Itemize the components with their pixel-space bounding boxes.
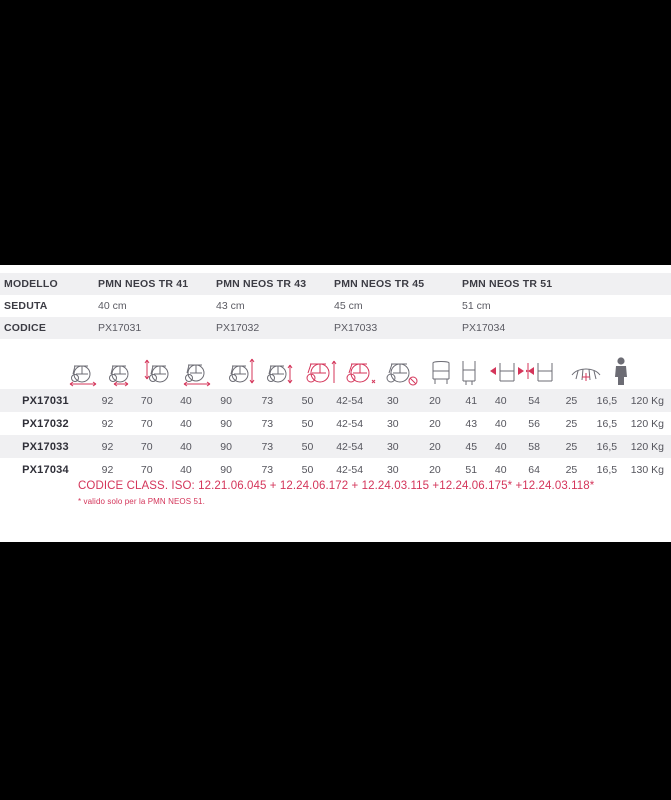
cell-value: 40 [486,435,516,458]
iso-classification-line: CODICE CLASS. ISO: 12.21.06.045 + 12.24.06.172 + 12.24.03.115 +12.24.06.175* +12.24.03.118* [78,480,595,492]
cell-value: 92 [88,435,127,458]
cell-value: 42-54 [327,412,372,435]
cell-value: 56 [516,412,553,435]
cell-value: 40 [166,435,205,458]
code-43: PX17032 [210,317,328,339]
cell-value: 25 [553,389,590,412]
cell-value: 40 [486,458,516,481]
cell-value: 50 [288,389,327,412]
cell-value: 120 Kg [624,389,671,412]
cell-value: 90 [206,389,247,412]
cell-value: 42-54 [327,458,372,481]
cell-value: 50 [288,412,327,435]
spec-row-label: CODICE [0,317,92,339]
cell-value: 73 [247,435,288,458]
cell-value: 25 [553,458,590,481]
cell-value: 40 [166,412,205,435]
depth-arrows-icon [526,353,560,387]
wheelchair-rear-wheel-icon [384,353,420,387]
spec-filler-cell [602,317,671,339]
cell-value: 42-54 [327,435,372,458]
cell-value: 16,5 [590,458,624,481]
table-row [0,412,671,435]
cell-value: 50 [288,458,327,481]
code-45: PX17033 [328,317,456,339]
cell-value: 43 [456,412,486,435]
cell-value: 50 [288,435,327,458]
cell-value: 40 [486,412,516,435]
cell-value: 30 [372,435,413,458]
seat-side-view-icon [456,353,482,387]
seat-width-41: 40 cm [92,295,210,317]
cell-value: 20 [413,389,456,412]
cell-value: 30 [372,389,413,412]
width-arrows-icon [490,353,524,387]
seat-width-51: 51 cm [456,295,602,317]
row-code: PX17031 [0,389,88,412]
cell-value: 41 [456,389,486,412]
row-code: PX17032 [0,412,88,435]
table-row [0,389,671,412]
max-user-weight-icon [608,353,634,387]
cell-value: 64 [516,458,553,481]
cell-value: 54 [516,389,553,412]
weight-feather-icon [570,353,602,387]
dimensions-data-table [0,389,671,481]
wheelchair-folded-width-icon [344,353,378,387]
seat-width-45: 45 cm [328,295,456,317]
code-51: PX17034 [456,317,602,339]
cell-value: 92 [88,458,127,481]
code-41: PX17031 [92,317,210,339]
cell-value: 42-54 [327,389,372,412]
table-row [0,273,671,295]
row-code: PX17034 [0,458,88,481]
cell-value: 20 [413,435,456,458]
cell-value: 92 [88,389,127,412]
model-name-45: PMN NEOS TR 45 [328,273,456,295]
model-name-41: PMN NEOS TR 41 [92,273,210,295]
cell-value: 40 [486,389,516,412]
wheelchair-seat-depth-icon [142,353,176,387]
wheelchair-backrest-height-icon [222,353,256,387]
wheelchair-total-length-icon [180,353,214,387]
table-row [0,458,671,481]
cell-value: 20 [413,458,456,481]
cell-value: 16,5 [590,389,624,412]
spec-row-label: SEDUTA [0,295,92,317]
cell-value: 90 [206,412,247,435]
cell-value: 73 [247,412,288,435]
cell-value: 73 [247,389,288,412]
cell-value: 73 [247,458,288,481]
spec-filler-cell [602,295,671,317]
model-name-51: PMN NEOS TR 51 [456,273,602,295]
cell-value: 70 [127,412,166,435]
cell-value: 30 [372,412,413,435]
cell-value: 40 [166,458,205,481]
cell-value: 70 [127,389,166,412]
table-row [0,317,671,339]
table-row [0,295,671,317]
wheelchair-seat-width-icon [104,353,138,387]
cell-value: 90 [206,458,247,481]
model-name-43: PMN NEOS TR 43 [210,273,328,295]
cell-value: 25 [553,412,590,435]
cell-value: 16,5 [590,412,624,435]
cell-value: 51 [456,458,486,481]
wheelchair-total-width-icon [66,353,100,387]
spec-filler-cell [602,273,671,295]
cell-value: 30 [372,458,413,481]
cell-value: 120 Kg [624,435,671,458]
cell-value: 45 [456,435,486,458]
cell-value: 40 [166,389,205,412]
row-code: PX17033 [0,435,88,458]
model-spec-table [0,273,671,339]
cell-value: 120 Kg [624,412,671,435]
wheelchair-armrest-height-icon [262,353,296,387]
cell-value: 70 [127,458,166,481]
measurement-icon-strip [0,351,671,387]
seat-width-43: 43 cm [210,295,328,317]
iso-footnote: * valido solo per la PMN NEOS 51. [78,497,205,506]
cell-value: 92 [88,412,127,435]
spec-sheet [0,265,671,542]
cell-value: 90 [206,435,247,458]
seat-front-view-icon [428,353,454,387]
cell-value: 20 [413,412,456,435]
table-row [0,435,671,458]
cell-value: 130 Kg [624,458,671,481]
cell-value: 58 [516,435,553,458]
cell-value: 25 [553,435,590,458]
spec-row-label: MODELLO [0,273,92,295]
cell-value: 70 [127,435,166,458]
cell-value: 16,5 [590,435,624,458]
wheelchair-seat-height-range-icon [300,353,344,387]
